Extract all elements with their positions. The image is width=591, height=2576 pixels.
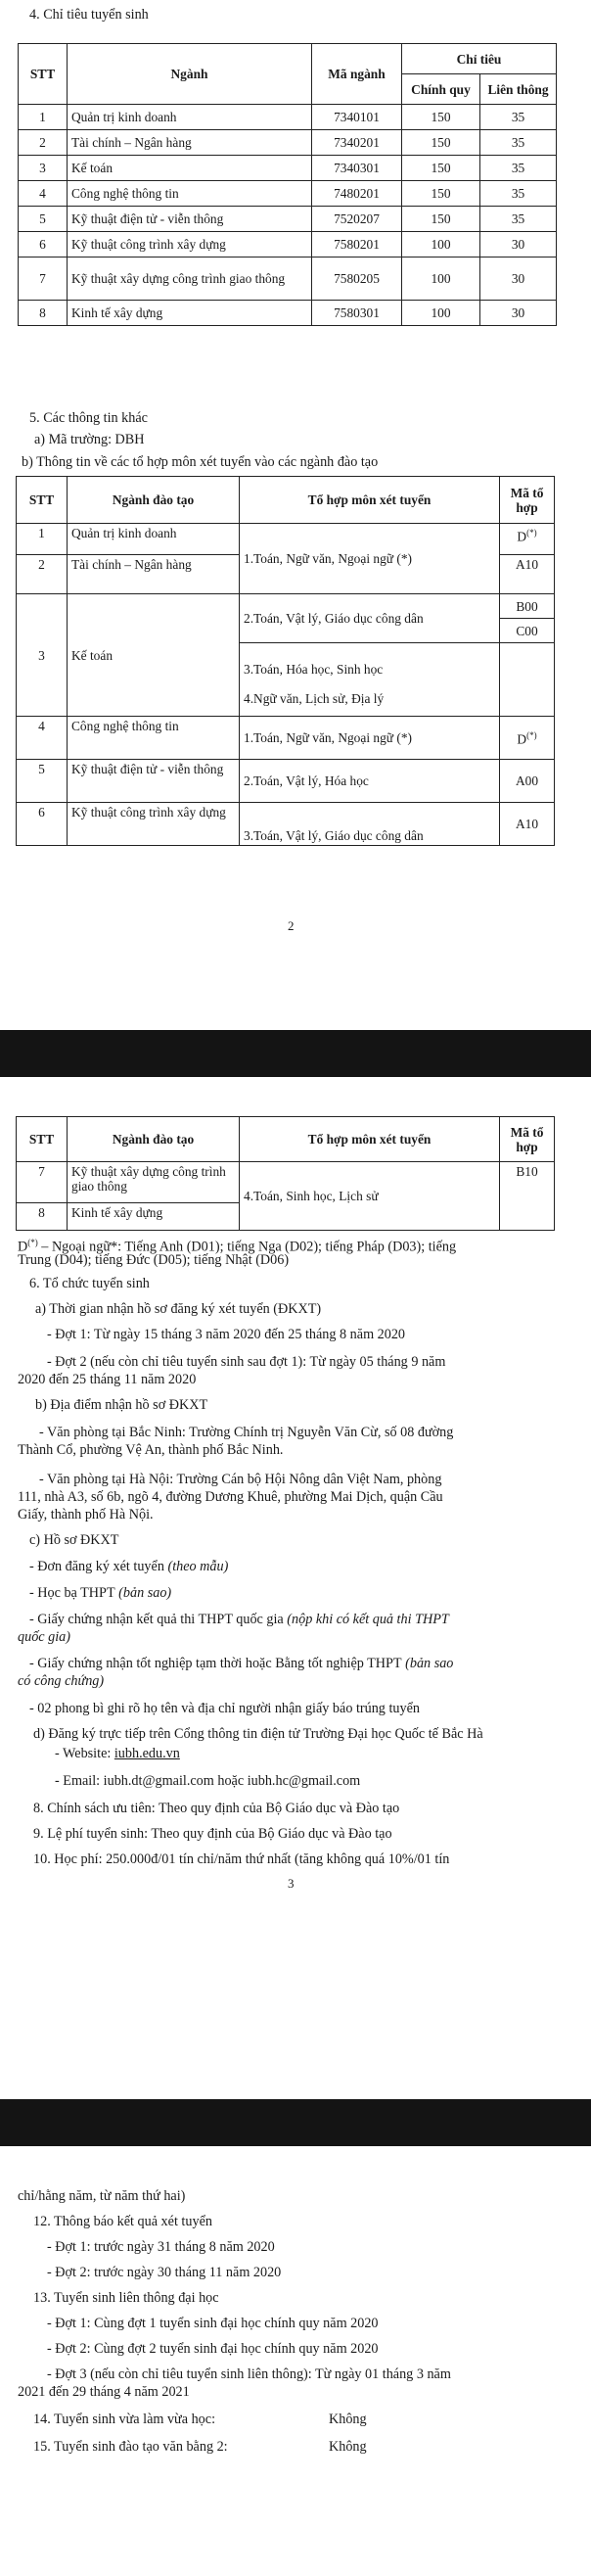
- round1-period: - Đợt 1: Từ ngày 15 tháng 3 năm 2020 đến 25 tháng 8 năm 2020: [47, 1327, 406, 1342]
- table-row: [19, 156, 557, 181]
- round2-period: - Đợt 2 (nếu còn chỉ tiêu tuyển sinh sau đợt 1): Từ ngày 05 tháng 9 năm: [47, 1354, 446, 1370]
- result-round1: - Đợt 1: trước ngày 31 tháng 8 năm 2020: [47, 2239, 275, 2255]
- office-ha-noi-cont2: Giấy, thành phố Hà Nội.: [18, 1507, 154, 1522]
- cell: 100: [402, 258, 480, 301]
- col-header-stt: STT: [17, 477, 68, 524]
- code-cell: B00: [500, 594, 555, 619]
- page-separator: [0, 2099, 591, 2146]
- page-number: 2: [288, 918, 295, 933]
- code-cell: D(*): [500, 524, 555, 555]
- location-heading: b) Địa điểm nhận hồ sơ ĐKXT: [35, 1397, 208, 1413]
- cell: 7340301: [312, 156, 402, 181]
- cell: Kế toán: [68, 594, 240, 717]
- doc-transcript: - Học bạ THPT (bản sao): [29, 1585, 172, 1601]
- cell: 150: [402, 156, 480, 181]
- col-header-stt: STT: [17, 1117, 68, 1162]
- cell: 1: [17, 524, 68, 555]
- website-line: - Website: iubh.edu.vn: [55, 1746, 180, 1761]
- email-line: - Email: iubh.dt@gmail.com hoặc iubh.hc@gmail.com: [55, 1773, 361, 1789]
- cell: Kỹ thuật xây dựng công trình giao thông: [68, 258, 312, 301]
- cell: 7520207: [312, 207, 402, 232]
- combo-table: [16, 476, 555, 846]
- result-announce-heading: 12. Thông báo kết quả xét tuyển: [33, 2214, 212, 2229]
- second-degree-value: Không: [329, 2439, 367, 2455]
- section4-title: 4. Chỉ tiêu tuyển sinh: [29, 7, 149, 23]
- cell: Quản trị kinh doanh: [68, 105, 312, 130]
- cell: 35: [480, 181, 557, 207]
- transfer-round3-cont: 2021 đến 29 tháng 4 năm 2021: [18, 2384, 190, 2400]
- transfer-round1: - Đợt 1: Cùng đợt 1 tuyển sinh đại học chính quy năm 2020: [47, 2316, 379, 2331]
- combo-info-heading: b) Thông tin về các tổ hợp môn xét tuyển vào các ngành đào tạo: [22, 454, 379, 470]
- quota-table: [18, 43, 557, 326]
- section5-title: 5. Các thông tin khác: [29, 410, 148, 426]
- table-row: [19, 207, 557, 232]
- cell: 35: [480, 207, 557, 232]
- table-row: [19, 130, 557, 156]
- tuition-cont: chỉ/hằng năm, từ năm thứ hai): [18, 2188, 186, 2204]
- part-time-label: 14. Tuyển sinh vừa làm vừa học:: [33, 2412, 216, 2427]
- cell: Kỹ thuật xây dựng công trình giao thông: [68, 1162, 240, 1203]
- col-header-ma-to-hop: Mã tổ hợp: [500, 1117, 555, 1162]
- code-cell: C00: [500, 619, 555, 643]
- result-round2: - Đợt 2: trước ngày 30 tháng 11 năm 2020: [47, 2265, 282, 2280]
- doc-graduation-cert: - Giấy chứng nhận tốt nghiệp tạm thời hoặc Bằng tốt nghiệp THPT (bản sao: [29, 1656, 454, 1671]
- cell: 150: [402, 130, 480, 156]
- documents-heading: c) Hồ sơ ĐKXT: [29, 1532, 119, 1548]
- doc-exam-result-cont: quốc gia): [18, 1629, 70, 1645]
- cell: 150: [402, 105, 480, 130]
- col-header-stt: STT: [19, 44, 68, 105]
- cell: Kế toán: [68, 156, 312, 181]
- page-number: 3: [288, 1876, 295, 1891]
- combo-cell: 2.Toán, Vật lý, Giáo dục công dân: [240, 594, 500, 643]
- cell: 6: [17, 803, 68, 846]
- office-bac-ninh-cont: Thành Cổ, phường Vệ An, thành phố Bắc Ninh.: [18, 1442, 284, 1458]
- part-time-value: Không: [329, 2412, 367, 2427]
- cell: 7: [19, 258, 68, 301]
- cell: 7340201: [312, 130, 402, 156]
- cell: 1: [19, 105, 68, 130]
- cell: 2: [17, 555, 68, 594]
- code-cell: A10: [500, 555, 555, 594]
- col-header-nganh: Ngành đào tạo: [68, 1117, 240, 1162]
- code-cell: B10: [500, 1162, 555, 1231]
- combo-table-continued: [16, 1116, 555, 1231]
- col-header-to-hop: Tổ hợp môn xét tuyển: [240, 1117, 500, 1162]
- cell: 3: [19, 156, 68, 181]
- cell: Tài chính – Ngân hàng: [68, 130, 312, 156]
- cell: 7580301: [312, 301, 402, 326]
- table-row: [17, 524, 555, 555]
- col-header-to-hop: Tổ hợp môn xét tuyển: [240, 477, 500, 524]
- section6-title: 6. Tổ chức tuyển sinh: [29, 1276, 150, 1291]
- cell: Quản trị kinh doanh: [68, 524, 240, 555]
- combo-cell: 1.Toán, Ngữ văn, Ngoại ngữ (*): [240, 524, 500, 594]
- cell: 4: [17, 717, 68, 760]
- school-code: a) Mã trường: DBH: [34, 432, 145, 447]
- website-link[interactable]: iubh.edu.vn: [114, 1746, 180, 1761]
- cell: 30: [480, 301, 557, 326]
- transfer-heading: 13. Tuyển sinh liên thông đại học: [33, 2290, 219, 2306]
- table-row: [19, 301, 557, 326]
- cell: 35: [480, 105, 557, 130]
- cell: 35: [480, 156, 557, 181]
- cell: Công nghệ thông tin: [68, 717, 240, 760]
- cell: 6: [19, 232, 68, 258]
- cell: Công nghệ thông tin: [68, 181, 312, 207]
- cell: 7580205: [312, 258, 402, 301]
- cell: Kinh tế xây dựng: [68, 1203, 240, 1231]
- cell: 8: [19, 301, 68, 326]
- tuition: 10. Học phí: 250.000đ/01 tín chỉ/năm thứ nhất (tăng không quá 10%/01 tín: [33, 1851, 450, 1867]
- foreign-language-note-cont: Trung (D04); tiếng Đức (D05); tiếng Nhật (D06): [18, 1252, 290, 1268]
- cell: 7580201: [312, 232, 402, 258]
- office-bac-ninh: - Văn phòng tại Bắc Ninh: Trường Chính trị Nguyễn Văn Cừ, số 08 đường: [39, 1425, 454, 1440]
- transfer-round3: - Đợt 3 (nếu còn chỉ tiêu tuyển sinh liên thông): Từ ngày 01 tháng 3 năm: [47, 2366, 451, 2382]
- cell: Kỹ thuật điện tử - viễn thông: [68, 760, 240, 803]
- cell: 30: [480, 232, 557, 258]
- doc-envelopes: - 02 phong bì ghi rõ họ tên và địa chỉ người nhận giấy báo trúng tuyển: [29, 1701, 420, 1716]
- table-row: [17, 594, 555, 619]
- code-cell: [500, 643, 555, 717]
- table-row: [17, 1162, 555, 1203]
- table-row: [19, 232, 557, 258]
- combo-cell: 1.Toán, Ngữ văn, Ngoại ngữ (*): [240, 717, 500, 760]
- col-header-ma-nganh: Mã ngành: [312, 44, 402, 105]
- doc-exam-result: - Giấy chứng nhận kết quả thi THPT quốc gia (nộp khi có kết quả thi THPT: [29, 1612, 449, 1627]
- cell: 7480201: [312, 181, 402, 207]
- combo-cell: 4.Toán, Sinh học, Lịch sử: [240, 1162, 500, 1231]
- office-ha-noi-cont1: 111, nhà A3, số 6b, ngõ 4, đường Dương Khuê, phường Mai Dịch, quận Cầu: [18, 1489, 443, 1505]
- cell: 150: [402, 207, 480, 232]
- cell: 150: [402, 181, 480, 207]
- cell: Kỹ thuật công trình xây dựng: [68, 803, 240, 846]
- combo-cell: 3.Toán, Hóa học, Sinh học 4.Ngữ văn, Lịch sử, Địa lý: [240, 643, 500, 717]
- online-registration: d) Đăng ký trực tiếp trên Cổng thông tin điện tử Trường Đại học Quốc tế Bắc Hà: [33, 1726, 483, 1742]
- combo-cell: 3.Toán, Vật lý, Giáo dục công dân: [240, 803, 500, 846]
- admission-fee: 9. Lệ phí tuyển sinh: Theo quy định của Bộ Giáo dục và Đào tạo: [33, 1826, 392, 1842]
- table-row: [17, 717, 555, 760]
- doc-application-form: - Đơn đăng ký xét tuyển (theo mẫu): [29, 1559, 229, 1574]
- cell: 5: [19, 207, 68, 232]
- foreign-language-note: D(*) – Ngoại ngữ*: Tiếng Anh (D01); tiếng Nga (D02); tiếng Pháp (D03); tiếng: [18, 1238, 457, 1255]
- table-row: [19, 181, 557, 207]
- table-row: [17, 803, 555, 846]
- col-header-chinh-quy: Chính quy: [402, 74, 480, 105]
- page-separator: [0, 1030, 591, 1077]
- code-cell: A00: [500, 760, 555, 803]
- cell: Kinh tế xây dựng: [68, 301, 312, 326]
- col-header-ma-to-hop: Mã tổ hợp: [500, 477, 555, 524]
- cell: 100: [402, 232, 480, 258]
- cell: 7340101: [312, 105, 402, 130]
- cell: 5: [17, 760, 68, 803]
- cell: 100: [402, 301, 480, 326]
- cell: 8: [17, 1203, 68, 1231]
- cell: 3: [17, 594, 68, 717]
- code-cell: A10: [500, 803, 555, 846]
- second-degree-label: 15. Tuyển sinh đào tạo văn bằng 2:: [33, 2439, 228, 2455]
- cell: 2: [19, 130, 68, 156]
- col-header-nganh: Ngành: [68, 44, 312, 105]
- col-header-nganh: Ngành đào tạo: [68, 477, 240, 524]
- doc-graduation-cert-cont: có công chứng): [18, 1673, 105, 1689]
- table-row: [19, 258, 557, 301]
- code-cell: D(*): [500, 717, 555, 760]
- cell: Tài chính – Ngân hàng: [68, 555, 240, 594]
- combo-cell: 2.Toán, Vật lý, Hóa học: [240, 760, 500, 803]
- transfer-round2: - Đợt 2: Cùng đợt 2 tuyển sinh đại học chính quy năm 2020: [47, 2341, 379, 2357]
- cell: 30: [480, 258, 557, 301]
- table-row: [17, 760, 555, 803]
- cell: 4: [19, 181, 68, 207]
- office-ha-noi: - Văn phòng tại Hà Nội: Trường Cán bộ Hội Nông dân Việt Nam, phòng: [39, 1472, 442, 1487]
- table-row: [19, 105, 557, 130]
- priority-policy: 8. Chính sách ưu tiên: Theo quy định của Bộ Giáo dục và Đào tạo: [33, 1801, 400, 1816]
- cell: Kỹ thuật công trình xây dựng: [68, 232, 312, 258]
- cell: 7: [17, 1162, 68, 1203]
- round2-period-cont: 2020 đến 25 tháng 11 năm 2020: [18, 1372, 197, 1387]
- cell: Kỹ thuật điện tử - viễn thông: [68, 207, 312, 232]
- application-time-heading: a) Thời gian nhận hồ sơ đăng ký xét tuyển (ĐKXT): [35, 1301, 322, 1317]
- col-header-lien-thong: Liên thông: [480, 74, 557, 105]
- email-link-hc[interactable]: iubh.hc@gmail.com: [247, 1773, 361, 1789]
- col-header-chi-tieu: Chỉ tiêu: [402, 44, 557, 74]
- cell: 35: [480, 130, 557, 156]
- email-link-dt[interactable]: iubh.dt@gmail.com: [103, 1773, 214, 1789]
